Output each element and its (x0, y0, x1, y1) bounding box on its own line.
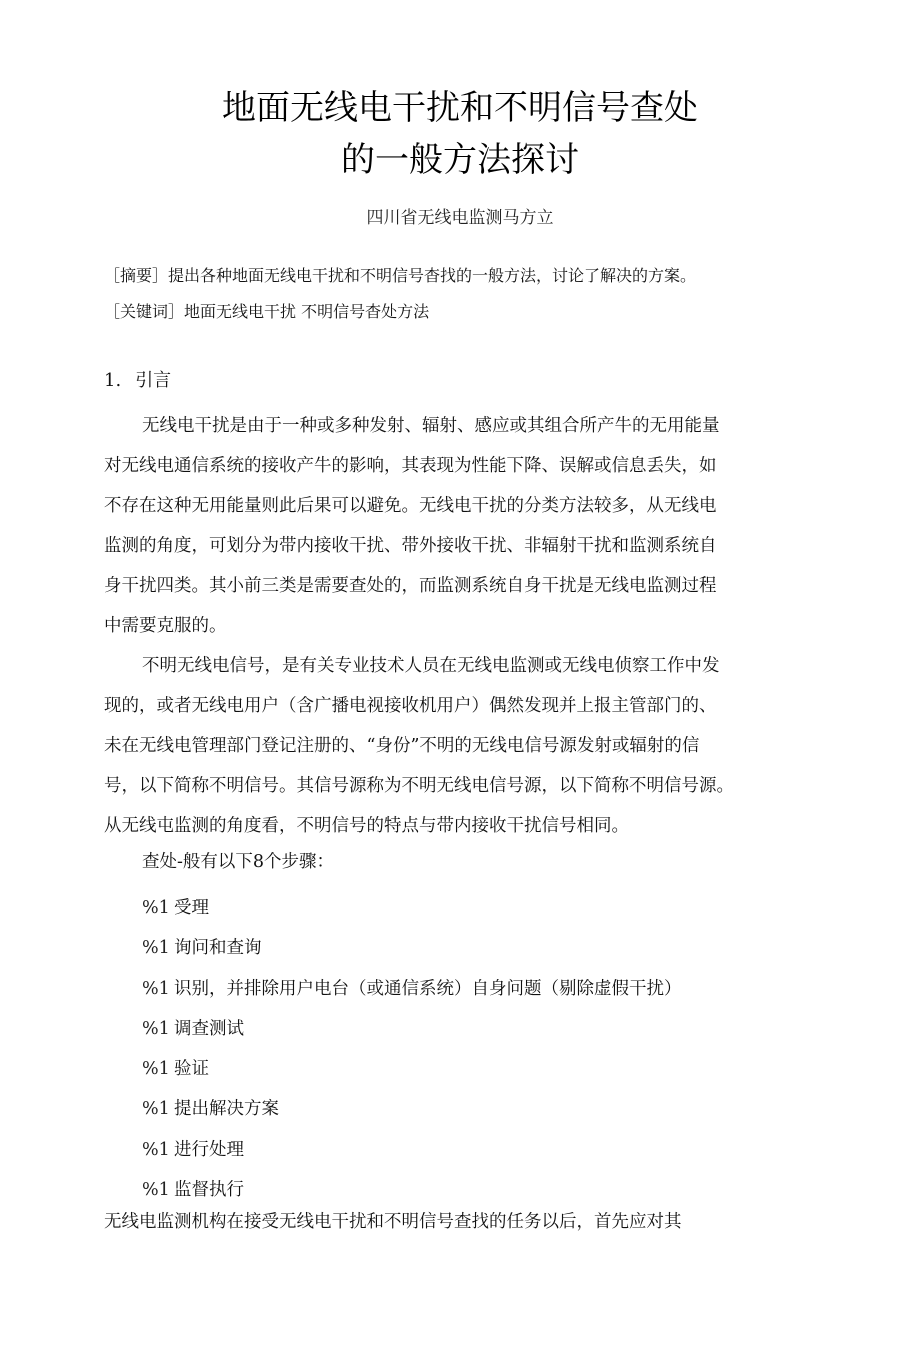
list-item (142, 969, 682, 1009)
author-affiliation: 四川省无线电监测马方立 (366, 208, 554, 228)
section-title: 引言 (135, 370, 172, 391)
list-item (142, 1170, 682, 1210)
list-marker: %1 (142, 938, 170, 959)
list-item (142, 1089, 682, 1129)
paragraph-line: 对无线电通信系统的接收产牛的影响，其表现为性能下降、误解或信息丢失，如 (104, 456, 717, 476)
paragraph-line: 从无线屯监测的角度看，不明信号的特点与带内接收干扰信号相同。 (104, 816, 629, 836)
step-text: 提出解决方案 (174, 1099, 279, 1120)
paragraph-line: 不明无线电信号，是有关专业技术人员在无线电监测或无线电侦察工作中发 (142, 656, 720, 676)
title-line-1: 地面无线电干扰和不明信号查处 (222, 88, 698, 128)
list-item (142, 928, 682, 968)
paragraph-line: 中需要克服的。 (104, 616, 227, 636)
step-text: 识别，并排除用户电台（或通信系统）自身问题（剔除虚假干扰） (174, 978, 682, 999)
paragraph-interference (104, 406, 804, 646)
list-marker: %1 (142, 898, 170, 918)
paragraph-line: 未在无线电管理部门登记注册的、“身份”不明的无线电信号源发射或辐射的信 (104, 736, 700, 756)
section-heading (104, 366, 171, 392)
closing-line: 无线电监测机构在接受无线电干扰和不明信号查找的任务以后，首先应对其 (104, 1212, 682, 1232)
title-line-2: 的一般方法探讨 (341, 140, 579, 180)
keywords: ［关键词］地面无线电干扰 不明信号杳处方法 (104, 302, 430, 321)
list-marker: %1 (142, 1180, 170, 1201)
list-marker: %1 (142, 1018, 170, 1039)
section-number: 1. (104, 370, 122, 391)
step-text: 受理 (174, 898, 209, 918)
steps-intro: 查处-般有以下8个步骤： (142, 852, 335, 872)
paragraph-line: 号，以下简称不明信号。其信号源称为不明无线电信号源，以下简称不明信号源。 (104, 776, 734, 796)
step-text: 调查测试 (174, 1018, 244, 1039)
list-item (142, 1130, 682, 1170)
steps-list (142, 888, 682, 1210)
list-item (142, 1049, 682, 1089)
paragraph-line: 身干扰四类。其小前三类是需要查处的，而监测系统自身干扰是无线电监测过程 (104, 576, 717, 596)
paragraph-line: 监测的角度，可划分为带内接收干扰、带外接收干扰、非辐射干扰和监测系统自 (104, 536, 717, 556)
step-text: 监督执行 (174, 1180, 244, 1201)
list-marker: %1 (142, 1139, 170, 1160)
abstract: ［摘要］提出各种地面无线电干扰和不明信号杳找的一般方法，讨论了解决的方案。 (104, 266, 697, 285)
paragraph-line: 现的，或者无线电用户（含广播电视接收机用户）偶然发现并上报主管部门的、 (104, 696, 717, 716)
paragraph-unknown-signal (104, 646, 804, 846)
list-item (142, 888, 682, 928)
step-text: 进行处理 (174, 1139, 244, 1160)
list-marker: %1 (142, 1059, 170, 1080)
paragraph-line: 无线电干扰是由于一种或多种发射、辐射、感应或其组合所产牛的无用能量 (142, 416, 720, 436)
paragraph-line: 不存在这种无用能量则此后果可以避免。无线电干扰的分类方法较多，从无线电 (104, 496, 717, 516)
list-marker: %1 (142, 1099, 170, 1120)
list-item (142, 1009, 682, 1049)
step-text: 验证 (174, 1059, 209, 1080)
list-marker: %1 (142, 978, 170, 999)
step-text: 询问和查询 (174, 938, 262, 959)
